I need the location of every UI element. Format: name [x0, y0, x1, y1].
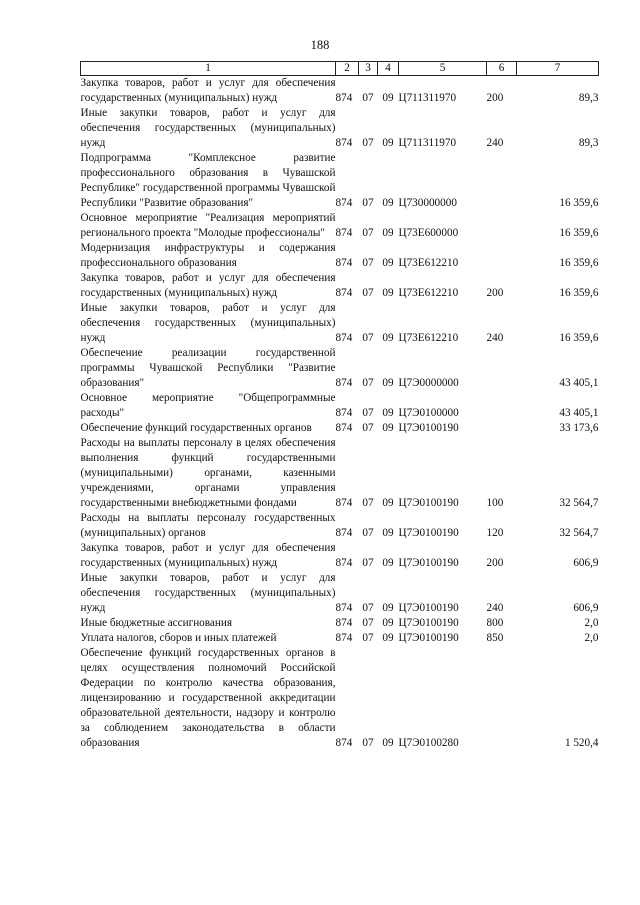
expense-type-cell — [487, 241, 517, 271]
table-row — [81, 436, 599, 511]
row-name-cell: Закупка товаров, работ и услуг для обеспечения государственных (муниципальных) нужд — [80, 77, 336, 104]
header-cell: 4 — [378, 62, 399, 76]
subsection-cell: 09 — [382, 602, 394, 614]
subsection-cell: 09 — [382, 737, 394, 749]
expense-type-cell: 240 — [486, 137, 504, 149]
expense-type-cell: 240 — [486, 332, 504, 344]
row-name-cell: Иные закупки товаров, работ и услуг для обеспечения государственных (муниципальных) нужд — [80, 302, 336, 344]
target-article-cell: Ц7Э0100190 — [398, 602, 459, 614]
budget-table — [80, 61, 599, 751]
row-name-cell: Обеспечение реализации государственной программы Чувашской Республики "Развитие образования" — [80, 347, 336, 389]
section-cell: 07 — [362, 632, 374, 644]
target-article-cell: Ц73Е612210 — [398, 287, 459, 299]
amount-cell: 606,9 — [573, 602, 599, 614]
expense-type-cell: 200 — [486, 557, 504, 569]
row-name-cell: Расходы на выплаты персоналу в целях обеспечения выполнения функций государственными (муниципальными) органами, казенными учреждениями, органами управления государственными внебюджетными фондами — [80, 437, 336, 509]
subsection-cell: 09 — [382, 632, 394, 644]
section-cell: 07 — [362, 92, 374, 104]
admin-code-cell: 874 — [335, 332, 353, 344]
admin-code-cell: 874 — [335, 422, 353, 434]
target-article-cell: Ц7Э0100190 — [398, 497, 459, 509]
amount-cell: 32 564,7 — [559, 497, 599, 509]
table-row — [81, 391, 599, 421]
expense-type-cell: 200 — [486, 92, 504, 104]
table-row — [81, 271, 599, 301]
target-article-cell: Ц7Э0100190 — [398, 617, 459, 629]
amount-cell: 16 359,6 — [559, 257, 599, 269]
amount-cell: 32 564,7 — [559, 527, 599, 539]
admin-code-cell: 874 — [335, 527, 353, 539]
row-name-cell: Основное мероприятие "Общепрограммные расходы" — [80, 392, 336, 419]
target-article-cell: Ц730000000 — [398, 197, 457, 209]
admin-code-cell: 874 — [335, 227, 353, 239]
expense-type-cell: 100 — [486, 497, 504, 509]
section-cell: 07 — [362, 137, 374, 149]
header-cell: 1 — [81, 62, 336, 76]
section-cell: 07 — [362, 257, 374, 269]
page-number: 188 — [310, 38, 330, 52]
admin-code-cell: 874 — [335, 557, 353, 569]
amount-cell: 1 520,4 — [564, 737, 599, 749]
subsection-cell: 09 — [382, 422, 394, 434]
row-name-cell: Обеспечение функций государственных органов — [80, 422, 312, 434]
target-article-cell: Ц7Э0100280 — [398, 737, 459, 749]
section-cell: 07 — [362, 377, 374, 389]
subsection-cell: 09 — [382, 377, 394, 389]
header-cell: 5 — [399, 62, 487, 76]
admin-code-cell: 874 — [335, 287, 353, 299]
target-article-cell: Ц7Э0100000 — [398, 407, 459, 419]
expense-type-cell: 200 — [486, 287, 504, 299]
admin-code-cell: 874 — [335, 92, 353, 104]
target-article-cell: Ц7Э0000000 — [398, 377, 459, 389]
admin-code-cell: 874 — [335, 197, 353, 209]
target-article-cell: Ц7Э0100190 — [398, 632, 459, 644]
header-cell: 2 — [336, 62, 359, 76]
table-row — [81, 241, 599, 271]
table-row — [81, 631, 599, 646]
amount-cell: 2,0 — [584, 632, 599, 644]
section-cell: 07 — [362, 527, 374, 539]
section-cell: 07 — [362, 602, 374, 614]
expense-type-cell: 850 — [486, 632, 504, 644]
subsection-cell: 09 — [382, 227, 394, 239]
expense-type-cell — [487, 646, 517, 751]
admin-code-cell: 874 — [335, 737, 353, 749]
row-name-cell: Иные бюджетные ассигнования — [80, 617, 232, 629]
table-row — [81, 151, 599, 211]
amount-cell: 606,9 — [573, 557, 599, 569]
section-cell: 07 — [362, 617, 374, 629]
admin-code-cell: 874 — [335, 257, 353, 269]
row-name-cell: Подпрограмма "Комплексное развитие профессионального образования в Чувашской Республике" государственной программы Чувашской Республики "Развитие образования" — [80, 152, 336, 209]
admin-code-cell: 874 — [335, 377, 353, 389]
admin-code-cell: 874 — [335, 497, 353, 509]
subsection-cell: 09 — [382, 257, 394, 269]
admin-code-cell: 874 — [335, 617, 353, 629]
admin-code-cell: 874 — [335, 632, 353, 644]
section-cell: 07 — [362, 497, 374, 509]
subsection-cell: 09 — [382, 617, 394, 629]
target-article-cell: Ц7Э0100190 — [398, 422, 459, 434]
section-cell: 07 — [362, 557, 374, 569]
expense-type-cell — [487, 151, 517, 211]
section-cell: 07 — [362, 422, 374, 434]
expense-type-cell: 800 — [486, 617, 504, 629]
target-article-cell: Ц7Э0100190 — [398, 557, 459, 569]
subsection-cell: 09 — [382, 137, 394, 149]
header-cell: 7 — [517, 62, 599, 76]
section-cell: 07 — [362, 332, 374, 344]
expense-type-cell — [487, 346, 517, 391]
target-article-cell: Ц73Е612210 — [398, 332, 459, 344]
admin-code-cell: 874 — [335, 407, 353, 419]
row-name-cell: Расходы на выплаты персоналу государственных (муниципальных) органов — [80, 512, 336, 539]
amount-cell: 16 359,6 — [559, 197, 599, 209]
target-article-cell: Ц7Э0100190 — [398, 527, 459, 539]
admin-code-cell: 874 — [335, 602, 353, 614]
header-row — [81, 62, 599, 76]
expense-type-cell: 240 — [486, 602, 504, 614]
subsection-cell: 09 — [382, 557, 394, 569]
header-cell: 3 — [359, 62, 378, 76]
subsection-cell: 09 — [382, 527, 394, 539]
row-name-cell: Иные закупки товаров, работ и услуг для обеспечения государственных (муниципальных) нужд — [80, 107, 336, 149]
target-article-cell: Ц73Е612210 — [398, 257, 459, 269]
expense-type-cell — [487, 421, 517, 436]
section-cell: 07 — [362, 197, 374, 209]
amount-cell: 43 405,1 — [559, 377, 599, 389]
table-row — [81, 106, 599, 151]
row-name-cell: Уплата налогов, сборов и иных платежей — [80, 632, 277, 644]
table-row — [81, 346, 599, 391]
subsection-cell: 09 — [382, 287, 394, 299]
table-row — [81, 541, 599, 571]
row-name-cell: Закупка товаров, работ и услуг для обеспечения государственных (муниципальных) нужд — [80, 542, 336, 569]
admin-code-cell: 874 — [335, 137, 353, 149]
section-cell: 07 — [362, 737, 374, 749]
section-cell: 07 — [362, 407, 374, 419]
header-cell: 6 — [487, 62, 517, 76]
amount-cell: 89,3 — [578, 92, 599, 104]
row-name-cell: Модернизация инфраструктуры и содержания профессионального образования — [80, 242, 336, 269]
table-row — [81, 511, 599, 541]
row-name-cell: Закупка товаров, работ и услуг для обеспечения государственных (муниципальных) нужд — [80, 272, 336, 299]
table-row — [81, 301, 599, 346]
row-name-cell: Основное мероприятие "Реализация мероприятий регионального проекта "Молодые профессионалы" — [80, 212, 336, 239]
subsection-cell: 09 — [382, 332, 394, 344]
amount-cell: 16 359,6 — [559, 287, 599, 299]
amount-cell: 89,3 — [578, 137, 599, 149]
subsection-cell: 09 — [382, 497, 394, 509]
subsection-cell: 09 — [382, 92, 394, 104]
section-cell: 07 — [362, 287, 374, 299]
target-article-cell: Ц711311970 — [398, 92, 457, 104]
amount-cell: 33 173,6 — [559, 422, 599, 434]
table-row — [81, 571, 599, 616]
table-row — [81, 616, 599, 631]
amount-cell: 2,0 — [584, 617, 599, 629]
table-row — [81, 646, 599, 751]
table-row — [81, 76, 599, 107]
table-row — [81, 421, 599, 436]
subsection-cell: 09 — [382, 407, 394, 419]
row-name-cell: Иные закупки товаров, работ и услуг для обеспечения государственных (муниципальных) нужд — [80, 572, 336, 614]
subsection-cell: 09 — [382, 197, 394, 209]
expense-type-cell — [487, 391, 517, 421]
amount-cell: 43 405,1 — [559, 407, 599, 419]
expense-type-cell — [487, 211, 517, 241]
amount-cell: 16 359,6 — [559, 332, 599, 344]
expense-type-cell: 120 — [486, 527, 504, 539]
amount-cell: 16 359,6 — [559, 227, 599, 239]
target-article-cell: Ц73Е600000 — [398, 227, 459, 239]
section-cell: 07 — [362, 227, 374, 239]
row-name-cell: Обеспечение функций государственных органов в целях осуществления полномочий Российской Федерации по контролю качества образования, лицензированию и государственной аккредитации образовательной деятельности, надзору и контролю за соблюдением законодательства в области образования — [80, 647, 336, 749]
table-row — [81, 211, 599, 241]
target-article-cell: Ц711311970 — [398, 137, 457, 149]
